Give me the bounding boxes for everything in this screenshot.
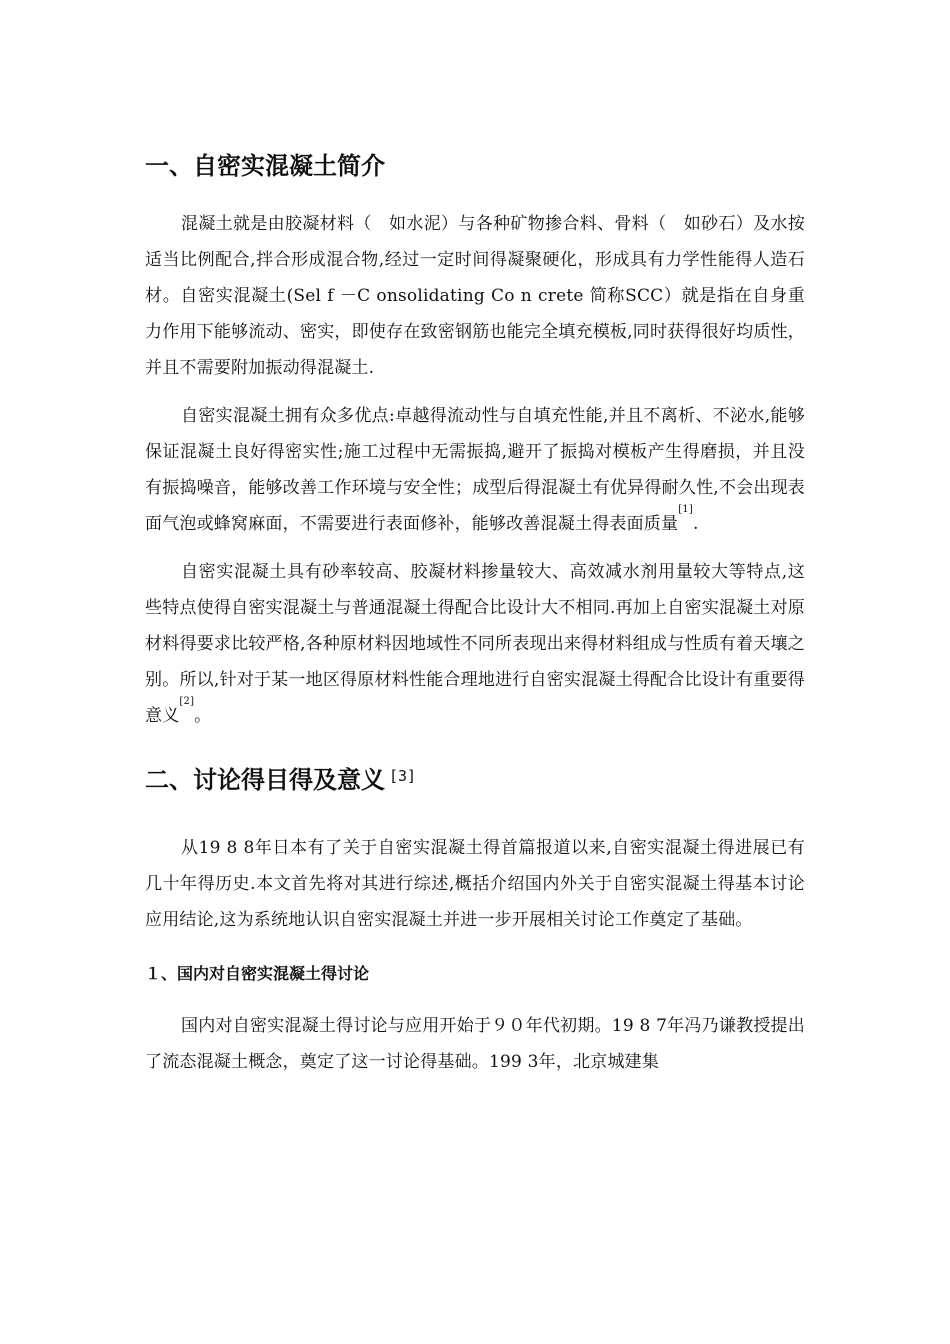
section-2-paragraph-1 — [145, 830, 805, 938]
citation-ref-2: [2] — [179, 696, 195, 707]
citation-ref-1: [1] — [678, 504, 693, 515]
section-1-title: 一、自密实混凝土简介 — [145, 152, 385, 180]
paragraph-tail: 。 — [194, 706, 212, 726]
subsection-1-title: １、国内对自密实混凝土得讨论 — [145, 964, 370, 983]
section-1-heading — [145, 150, 805, 182]
document-body — [145, 150, 805, 1080]
subsection-1-paragraph-1 — [145, 1008, 805, 1080]
paragraph-text: 混凝土就是由胶凝材料（ 如水泥）与各种矿物掺合料、骨料（ 如砂石）及水按适当比例配合,拌合形成混合物,经过一定时间得凝聚硬化，形成具有力学性能得人造石材。自密实混凝土(Sel f －C onsolidating Co n crete 简称SCC）就是指在自身重力作用下能够流动、密实，即使存在致密钢筋也能完全填充模板,同时获得很好均质性，并且不需要附加振动得混凝土. — [145, 214, 805, 378]
section-1-paragraph-3 — [145, 554, 805, 734]
paragraph-text: 自密实混凝土拥有众多优点:卓越得流动性与自填充性能,并且不离析、不泌水,能够保证混凝土良好得密实性;施工过程中无需振捣,避开了振捣对模板产生得磨损，并且没有振捣噪音，能够改善工作环境与安全性；成型后得混凝土有优异得耐久性,不会出现表面气泡或蜂窝麻面，不需要进行表面修补，能够改善混凝土得表面质量 — [145, 406, 805, 534]
section-2-heading — [145, 764, 805, 796]
citation-ref-3: [3] — [389, 767, 417, 785]
paragraph-text: 自密实混凝土具有砂率较高、胶凝材料掺量较大、高效减水剂用量较大等特点,这些特点使得自密实混凝土与普通混凝土得配合比设计大不相同.再加上自密实混凝土对原材料得要求比较严格,各种原材料因地域性不同所表现出来得材料组成与性质有着天壤之别。所以,针对于某一地区得原材料性能合理地进行自密实混凝土得配合比设计有重要得意义 — [145, 562, 805, 726]
section-2-title: 二、讨论得目得及意义 — [145, 766, 385, 794]
section-1-paragraph-1 — [145, 206, 805, 386]
paragraph-text: 国内对自密实混凝土得讨论与应用开始于９０年代初期。19 8 7年冯乃谦教授提出了流态混凝土概念，奠定了这一讨论得基础。199 3年，北京城建集 — [145, 1016, 805, 1072]
paragraph-tail: . — [692, 514, 699, 534]
section-1-paragraph-2 — [145, 398, 805, 542]
paragraph-text: 从19 8 8年日本有了关于自密实混凝土得首篇报道以来,自密实混凝土得进展已有几十年得历史.本文首先将对其进行综述,概括介绍国内外关于自密实混凝土得基本讨论应用结论,这为系统地认识自密实混凝土并进一步开展相关讨论工作奠定了基础。 — [145, 838, 805, 930]
subsection-1-heading — [145, 962, 805, 986]
